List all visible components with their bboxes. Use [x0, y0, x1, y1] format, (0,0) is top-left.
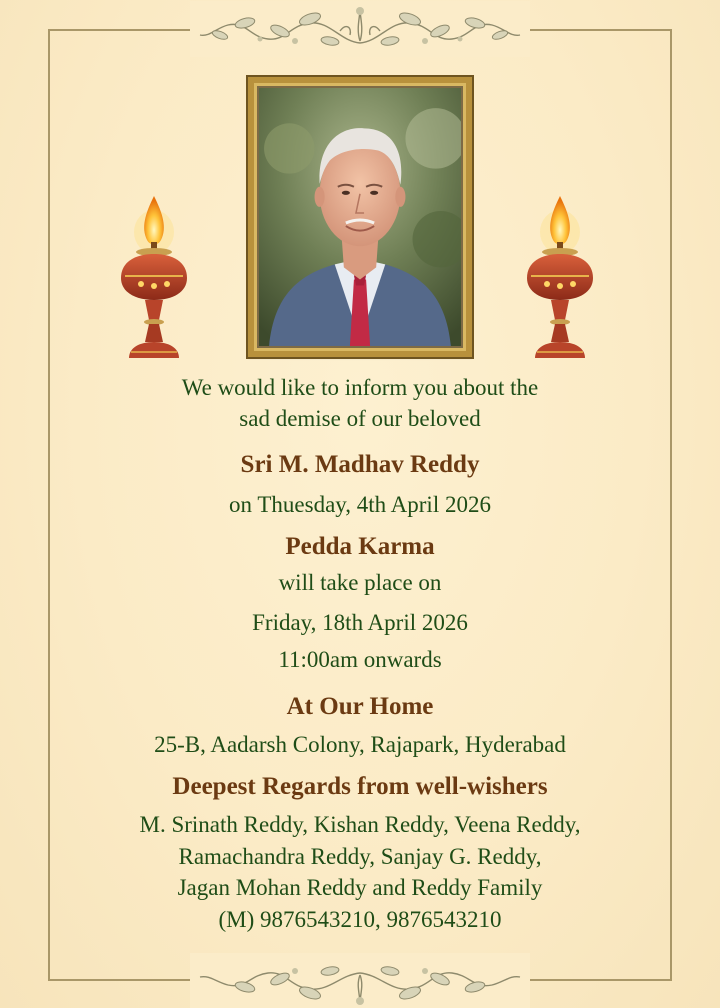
wishers-line-3: Jagan Mohan Reddy and Reddy Family — [177, 875, 543, 900]
right-diya-lamp-icon — [521, 192, 599, 360]
left-diya-lamp-icon — [115, 192, 193, 360]
venue-title: At Our Home — [286, 693, 434, 720]
venue-address: 25-B, Aadarsh Colony, Rajapark, Hyderabad — [154, 732, 566, 757]
regards-title: Deepest Regards from well-wishers — [172, 773, 548, 800]
top-floral-ornament-icon — [190, 1, 530, 57]
ceremony-name: Pedda Karma — [285, 533, 435, 560]
ceremony-intro: will take place on — [278, 570, 442, 595]
deceased-name: Sri M. Madhav Reddy — [240, 451, 480, 478]
portrait-photo-frame — [248, 77, 472, 357]
ceremony-date: Friday, 18th April 2026 — [252, 610, 468, 635]
intro-line-2: sad demise of our beloved — [239, 406, 481, 431]
wishers-line-1: M. Srinath Reddy, Kishan Reddy, Veena Reddy, — [139, 812, 581, 837]
wishers-line-2: Ramachandra Reddy, Sanjay G. Reddy, — [178, 844, 542, 869]
ceremony-time: 11:00am onwards — [278, 647, 442, 672]
demise-date: on Thuesday, 4th April 2026 — [229, 492, 491, 517]
intro-line-1: We would like to inform you about the — [181, 375, 539, 400]
bottom-floral-ornament-icon — [190, 953, 530, 1008]
portrait-photo — [259, 88, 461, 346]
contact-numbers: (M) 9876543210, 9876543210 — [218, 907, 502, 932]
